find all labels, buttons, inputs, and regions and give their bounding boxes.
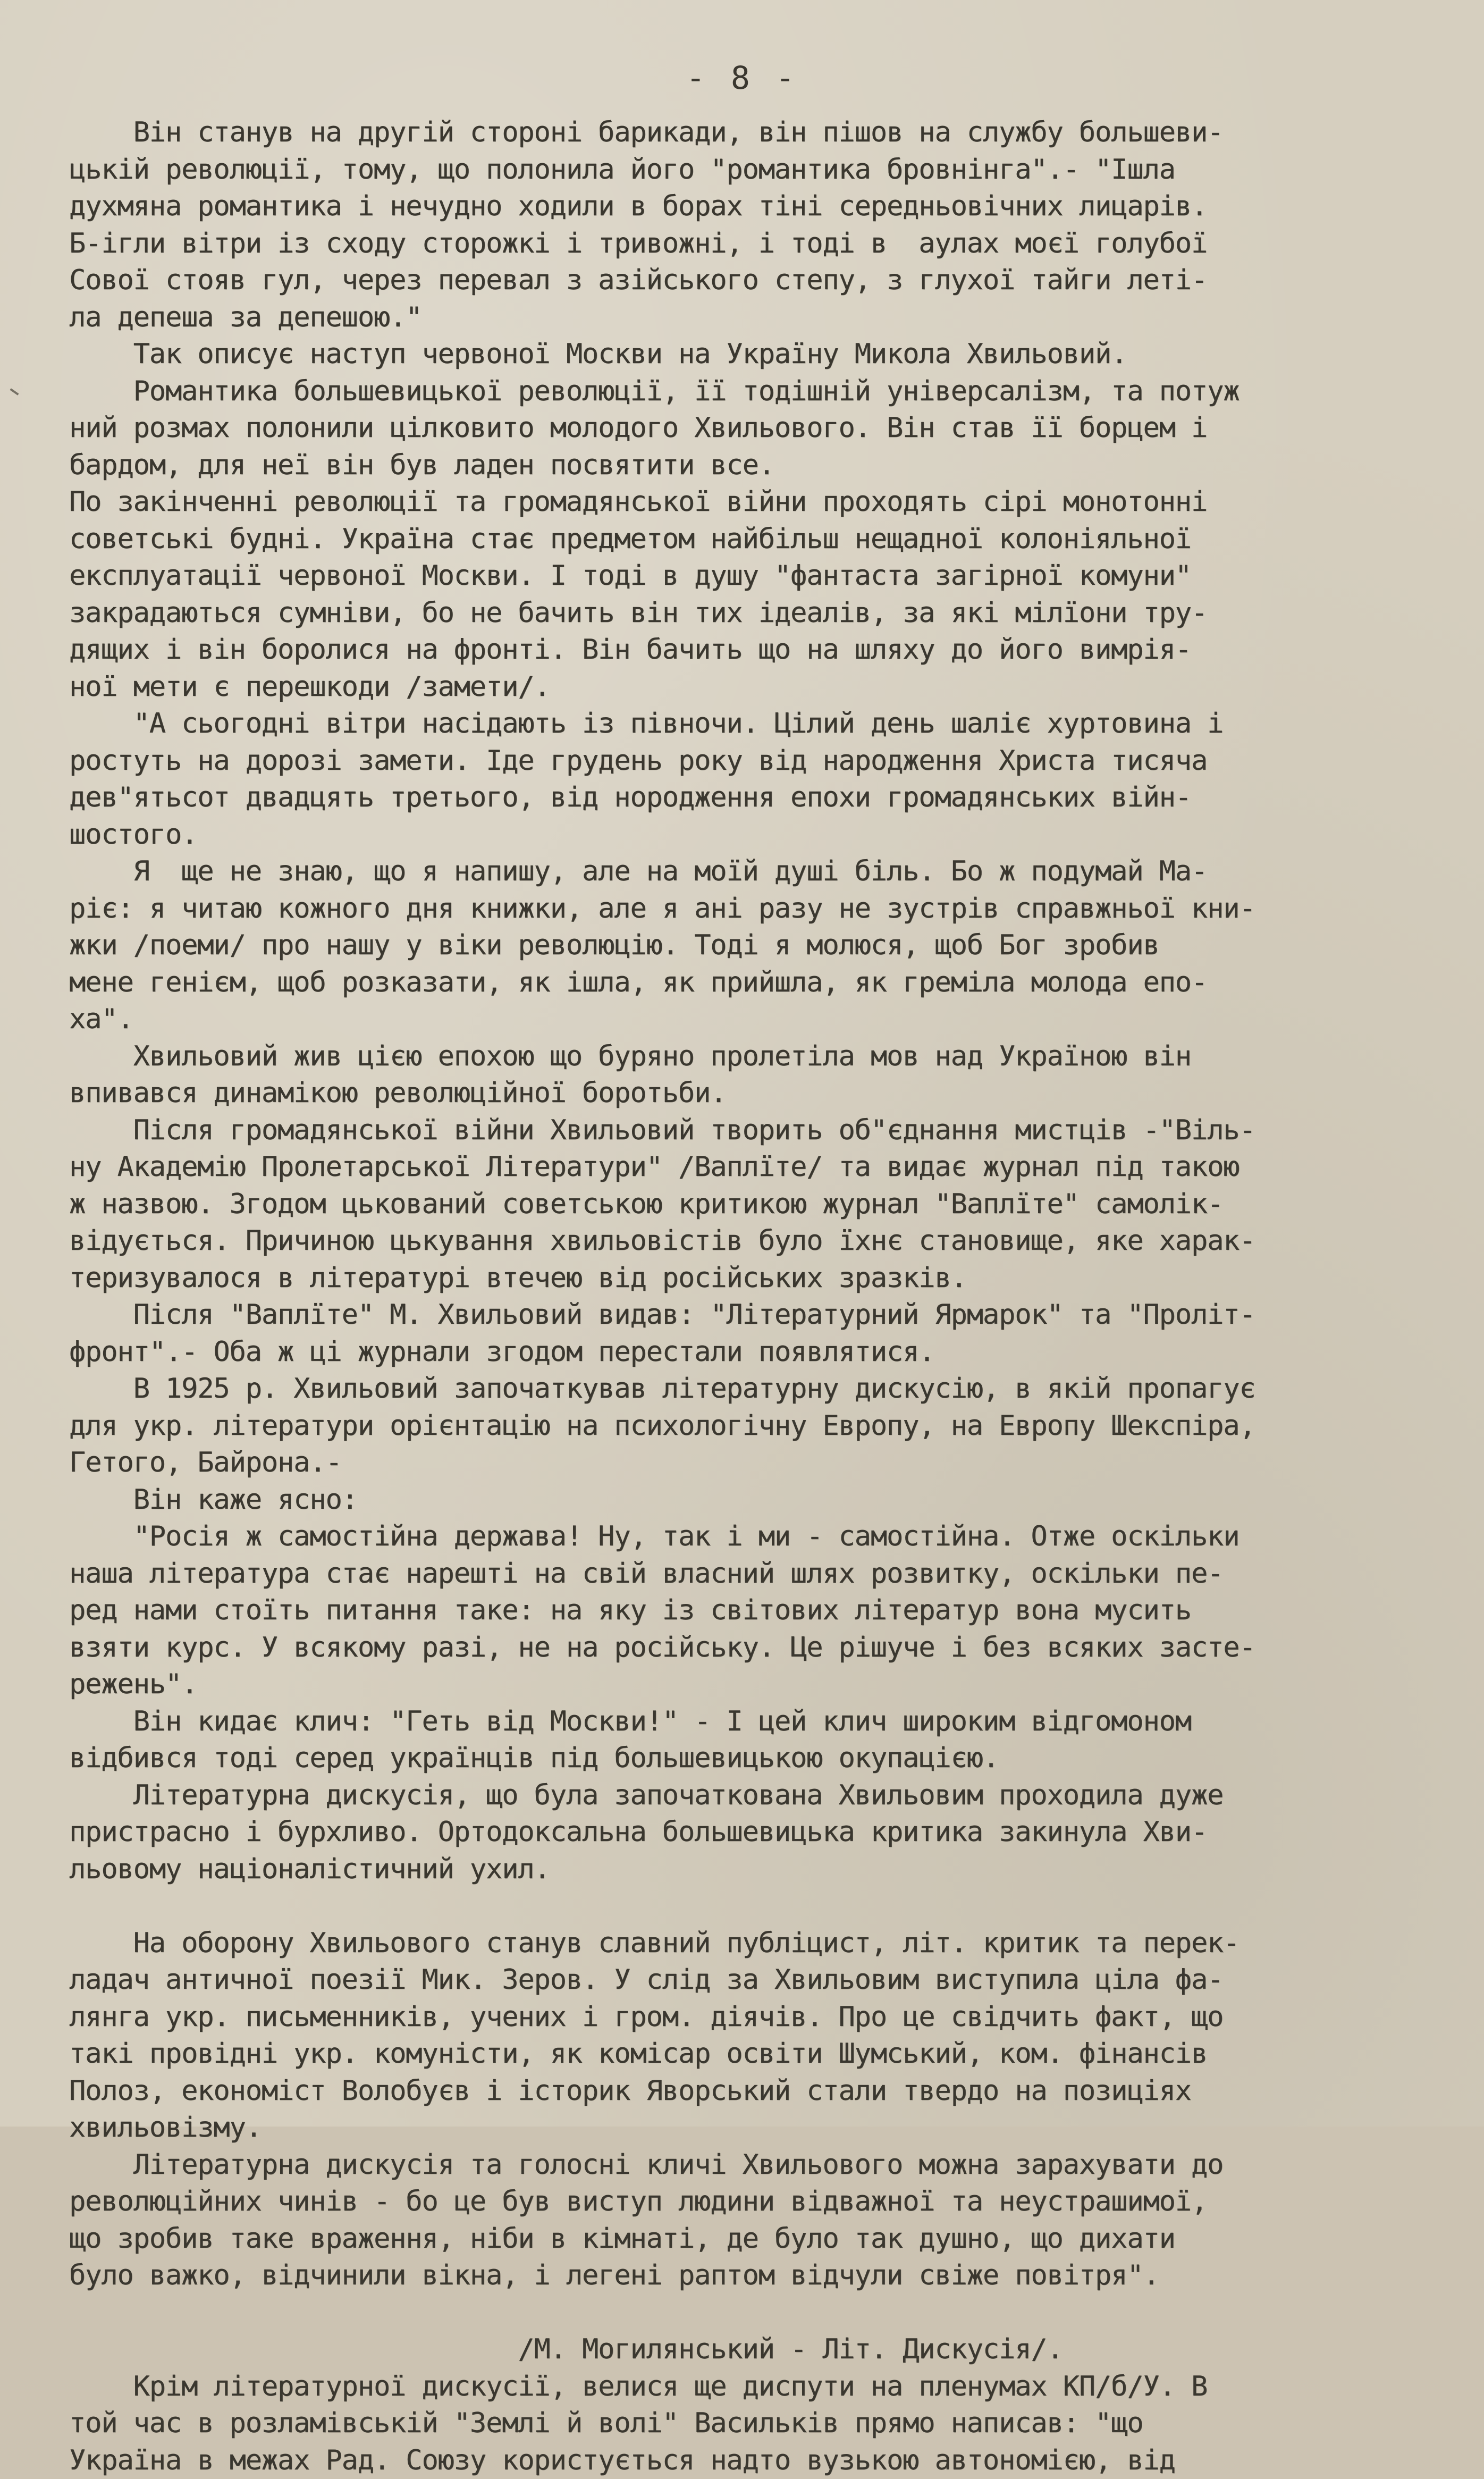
- text-line: Україна в межах Рад. Союзу користується надто вузькою автономією, від: [69, 2442, 1414, 2479]
- text-line: духмяна романтика і нечудно ходили в борах тіні середньовічних лицарів.: [69, 188, 1414, 225]
- text-line: відбився тоді серед українців під большевицькою окупацією.: [69, 1740, 1414, 1777]
- text-line: Він станув на другій стороні барикади, він пішов на службу большеви-: [69, 114, 1414, 152]
- text-line: Він кидає клич: "Геть від Москви!" - І цей клич широким відгомоном: [69, 1703, 1414, 1741]
- text-line: Після громадянської війни Хвильовий творить об"єднання мистців -"Віль-: [69, 1112, 1414, 1149]
- text-line: Літературна дискусія та голосні кличі Хвильового можна зарахувати до: [69, 2147, 1414, 2184]
- text-line: режень".: [69, 1666, 1414, 1703]
- text-line: Після "Ваплїте" М. Хвильовий видав: "Літературний Ярмарок" та "Проліт-: [69, 1297, 1414, 1334]
- text-line: такі провідні укр. комуністи, як комісар освіти Шумський, ком. фінансів: [69, 2036, 1414, 2073]
- paragraph-p5: [69, 705, 1414, 853]
- text-line: /М. Могилянський - Літ. Дискусія/.: [69, 2331, 1414, 2368]
- text-line: дящих і він боролися на фронті. Він бачить що на шляху до його вимрія-: [69, 632, 1414, 669]
- text-line: В 1925 р. Хвильовий започаткував літературну дискусію, в якій пропагує: [69, 1371, 1414, 1408]
- text-line: Хвильовий жив цією епохою що буряно пролетіла мов над Україною він: [69, 1038, 1414, 1075]
- text-line: наша література стає нарешті на свій власний шлях розвитку, оскільки пе-: [69, 1556, 1414, 1593]
- text-line: той час в розламівській "Землі й волі" Васильків прямо написав: "що: [69, 2405, 1414, 2442]
- text-line: бардом, для неї він був ладен посвятити все.: [69, 447, 1414, 484]
- text-line: Літературна дискусія, що була започаткована Хвильовим проходила дуже: [69, 1777, 1414, 1814]
- text-line: хвильовізму.: [69, 2110, 1414, 2147]
- text-line: теризувалося в літературі втечею від російських зразків.: [69, 1260, 1414, 1297]
- text-line: Б-ігли вітри із сходу сторожкі і тривожні, і тоді в аулах моєї голубої: [69, 225, 1414, 263]
- paragraph-p7: [69, 1038, 1414, 1112]
- paragraph-p3: [69, 373, 1414, 484]
- paragraph-p10: [69, 1371, 1414, 1482]
- text-line: ж назвою. Згодом цькований советською критикою журнал "Ваплїте" самолік-: [69, 1186, 1414, 1223]
- text-line: ний розмах полонили цілковито молодого Хвильового. Він став її борцем і: [69, 410, 1414, 447]
- paragraph-p17: [69, 2368, 1414, 2479]
- text-line: ха".: [69, 1001, 1414, 1038]
- paragraph-gap: [69, 2295, 1414, 2332]
- paragraph-p4: [69, 484, 1414, 705]
- text-line: закрадаються сумніви, бо не бачить він тих ідеалів, за які мілїони тру-: [69, 595, 1414, 632]
- margin-mark: [10, 388, 19, 396]
- text-line: "А сьогодні вітри насідають із півночи. Цілий день шаліє хуртовина і: [69, 705, 1414, 743]
- text-line: дев"ятьсот двадцять третього, від нородження епохи громадянських війн-: [69, 779, 1414, 817]
- text-line: Я ще не знаю, що я напишу, але на моїй душі біль. Бо ж подумай Ма-: [69, 853, 1414, 890]
- text-line: було важко, відчинили вікна, і легені раптом відчули свіже повітря".: [69, 2257, 1414, 2295]
- paragraph-p14: [69, 1925, 1414, 2147]
- paragraph-p12: [69, 1703, 1414, 1777]
- page-number: - 8 -: [0, 60, 1484, 97]
- text-line: ріє: я читаю кожного дня книжки, але я ані разу не зустрів справжньої кни-: [69, 890, 1414, 928]
- text-line: советські будні. Україна стає предметом найбільш нещадної колоніяльної: [69, 521, 1414, 558]
- paragraph-p2: [69, 336, 1414, 373]
- paragraph-p11: [69, 1482, 1414, 1703]
- text-line: Полоз, економіст Волобуєв і історик Яворський стали твердо на позиціях: [69, 2073, 1414, 2110]
- text-line: жки /поеми/ про нашу у віки революцію. Тоді я молюся, щоб Бог зробив: [69, 927, 1414, 964]
- text-line: На оборону Хвильового станув славний публіцист, літ. критик та перек-: [69, 1925, 1414, 1962]
- text-line: ладач античної поезії Мик. Зеров. У слід за Хвильовим виступила ціла фа-: [69, 1962, 1414, 1999]
- text-line: ред нами стоїть питання таке: на яку із світових літератур вона мусить: [69, 1592, 1414, 1629]
- text-line: для укр. літератури орієнтацію на психологічну Европу, на Европу Шекспіра,: [69, 1408, 1414, 1445]
- paragraph-gap: [69, 1888, 1414, 1925]
- paragraph-p8: [69, 1112, 1414, 1297]
- text-line: "Росія ж самостійна держава! Ну, так і ми - самостійна. Отже оскільки: [69, 1518, 1414, 1556]
- text-line: цькій революції, тому, що полонила його "романтика бровнінга".- "Ішла: [69, 152, 1414, 189]
- text-line: Він каже ясно:: [69, 1482, 1414, 1519]
- typed-text-body: [69, 114, 1414, 2479]
- text-line: ростуть на дорозі замети. Іде грудень року від народження Христа тисяча: [69, 743, 1414, 780]
- text-line: шостого.: [69, 817, 1414, 854]
- text-line: фронт".- Оба ж ці журнали згодом перестали появлятися.: [69, 1334, 1414, 1371]
- text-line: взяти курс. У всякому разі, не на російську. Це рішуче і без всяких засте-: [69, 1629, 1414, 1667]
- text-line: Так описує наступ червоної Москви на Україну Микола Хвильовий.: [69, 336, 1414, 373]
- text-line: ла депеша за депешою.": [69, 299, 1414, 337]
- paragraph-p16: [69, 2331, 1414, 2368]
- text-line: По закінченні революції та громадянської війни проходять сірі монотонні: [69, 484, 1414, 521]
- text-line: ну Академію Пролетарської Літератури" /Ваплїте/ та видає журнал під такою: [69, 1149, 1414, 1186]
- text-line: лянга укр. письменників, учених і гром. діячів. Про це свідчить факт, що: [69, 1999, 1414, 2036]
- text-line: мене генієм, щоб розказати, як ішла, як прийшла, як греміла молода епо-: [69, 964, 1414, 1002]
- text-line: що зробив таке враження, ніби в кімнаті, де було так душно, що дихати: [69, 2221, 1414, 2258]
- paragraph-p15: [69, 2147, 1414, 2295]
- text-line: ної мети є перешкоди /замети/.: [69, 669, 1414, 706]
- paragraph-p1: [69, 114, 1414, 336]
- text-line: пристрасно і бурхливо. Ортодоксальна большевицька критика закинула Хви-: [69, 1814, 1414, 1851]
- paragraph-p9: [69, 1297, 1414, 1371]
- paragraph-p6: [69, 853, 1414, 1038]
- text-line: Гетого, Байрона.-: [69, 1444, 1414, 1482]
- text-line: революційних чинів - бо це був виступ людини відважної та неустрашимої,: [69, 2183, 1414, 2221]
- text-line: впивався динамікою революційної боротьби.: [69, 1075, 1414, 1112]
- text-line: відується. Причиною цькування хвильовістів було їхнє становище, яке харак-: [69, 1223, 1414, 1260]
- text-line: Сової стояв гул, через перевал з азійського степу, з глухої тайги леті-: [69, 262, 1414, 299]
- text-line: льовому націоналістичний ухил.: [69, 1851, 1414, 1888]
- text-line: експлуатації червоної Москви. І тоді в душу "фантаста загірної комуни": [69, 558, 1414, 595]
- text-line: Романтика большевицької революції, її тодішній універсалізм, та потуж: [69, 373, 1414, 410]
- paragraph-p13: [69, 1777, 1414, 1888]
- text-line: Крім літературної дискусії, велися ще диспути на пленумах КП/б/У. В: [69, 2368, 1414, 2406]
